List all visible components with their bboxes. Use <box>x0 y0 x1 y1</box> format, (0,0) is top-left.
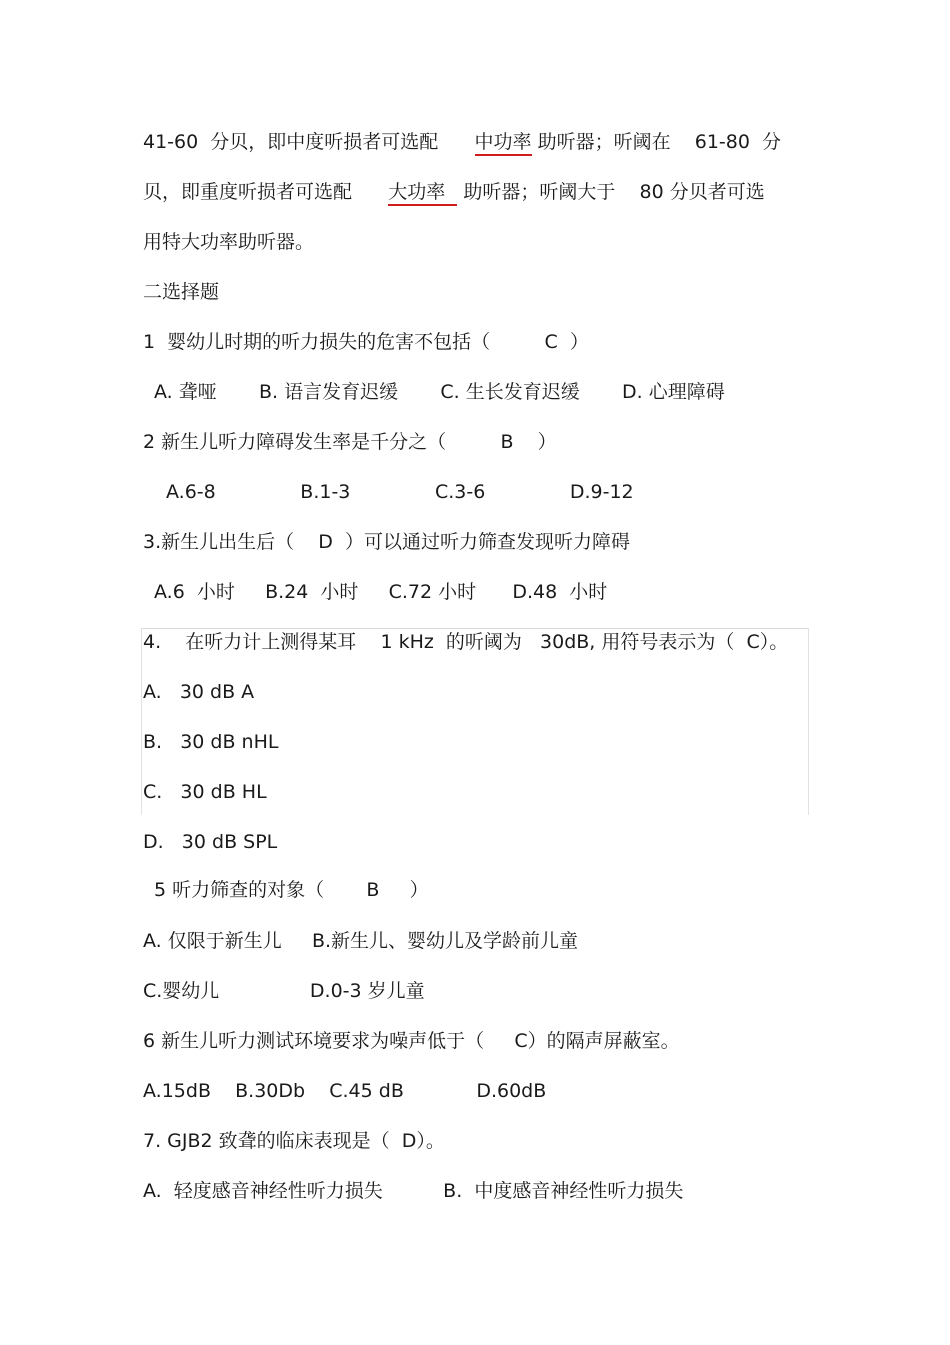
fill-in-line-3: 用特大功率助听器。 <box>143 231 315 253</box>
answer-underlined: 中功率 <box>475 131 532 156</box>
question-1-stem: 1 婴幼儿时期的听力损失的危害不包括（ C ） <box>143 331 589 353</box>
fill-in-text: 41-60 分贝，即中度听损者可选配 <box>143 131 475 153</box>
question-3-options: A.6 小时 B.24 小时 C.72 小时 D.48 小时 <box>154 581 608 603</box>
answer-underlined: 大功率 <box>388 181 457 206</box>
section-title: 二选择题 <box>143 281 220 303</box>
question-2-stem: 2 新生儿听力障碍发生率是千分之（ B ） <box>143 431 557 453</box>
question-4-stem: 4. 在听力计上测得某耳 1 kHz 的听阈为 30dB, 用符号表示为（ C）。 <box>143 631 789 653</box>
question-4-option-b: B. 30 dB nHL <box>143 731 279 753</box>
question-5-stem: 5 听力筛查的对象（ B ） <box>154 879 429 901</box>
question-4-option-d: D. 30 dB SPL <box>143 831 278 853</box>
question-6-stem: 6 新生儿听力测试环境要求为噪声低于（ C）的隔声屏蔽室。 <box>143 1030 680 1052</box>
question-5-options-2: C.婴幼儿 D.0-3 岁儿童 <box>143 980 425 1002</box>
fill-in-text: 贝，即重度听损者可选配 <box>143 181 389 203</box>
question-5-options-1: A. 仅限于新生儿 B.新生儿、婴幼儿及学龄前儿童 <box>143 930 579 952</box>
question-3-stem: 3.新生儿出生后（ D ）可以通过听力筛查发现听力障碍 <box>143 531 630 553</box>
fill-in-line-2 <box>143 180 765 206</box>
question-4-option-c: C. 30 dB HL <box>143 781 267 803</box>
question-6-options: A.15dB B.30Db C.45 dB D.60dB <box>143 1080 547 1102</box>
fill-in-line-1 <box>143 130 781 156</box>
question-7-stem: 7. GJB2 致聋的临床表现是（ D）。 <box>143 1130 445 1152</box>
question-1-options: A. 聋哑 B. 语言发育迟缓 C. 生长发育迟缓 D. 心理障碍 <box>154 381 725 403</box>
question-7-options: A. 轻度感音神经性听力损失 B. 中度感音神经性听力损失 <box>143 1180 684 1202</box>
question-2-options: A.6-8 B.1-3 C.3-6 D.9-12 <box>166 481 634 503</box>
fill-in-text: 助听器；听阈在 61-80 分 <box>531 131 782 153</box>
question-4-option-a: A. 30 dB A <box>143 681 255 703</box>
fill-in-text: 助听器；听阈大于 80 分贝者可选 <box>457 181 765 203</box>
